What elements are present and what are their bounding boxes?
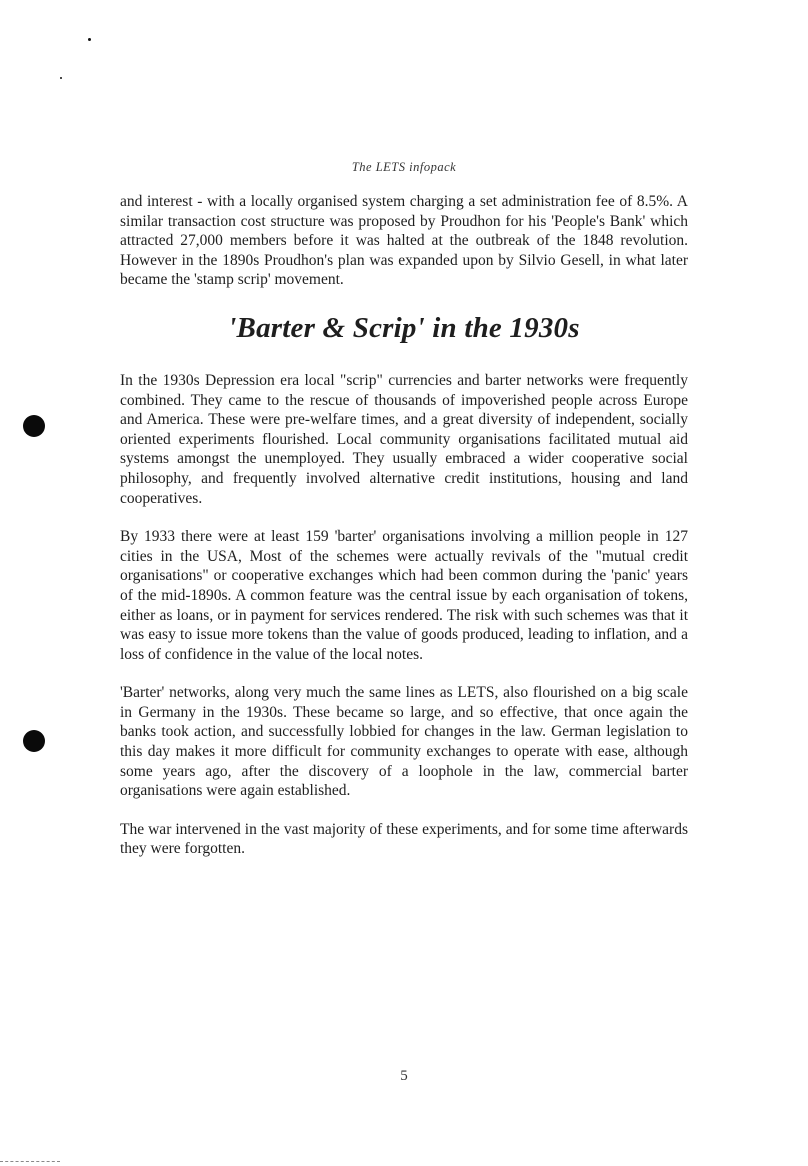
scan-speck (60, 77, 62, 79)
body-paragraph-3: 'Barter' networks, along very much the same lines as LETS, also flourished on a big scale in Germany in the 1930s. These became so large, and so effective, that once again the banks took action, and successfully lobbied for changes in the law. German legislation to this day makes it more difficult for community exchanges to operate with ease, although some years ago, after the discovery of a loophole in the law, commercial barter organisations were again established. (120, 684, 688, 800)
scan-edge-artifact (0, 1161, 60, 1166)
page-content (120, 192, 688, 859)
body-paragraph-4: The war intervened in the vast majority of these experiments, and for some time afterwards they were forgotten. (120, 820, 688, 858)
punch-hole-upper (23, 415, 45, 437)
section-heading: 'Barter & Scrip' in the 1930s (228, 311, 580, 344)
intro-paragraph: and interest - with a locally organised system charging a set administration fee of 8.5%. A similar transaction cost structure was proposed by Proudhon for his 'People's Bank' which attracted 27,000 members before it was halted at the outbreak of the 1848 revolution. However in the 1890s Proudhon's plan was expanded upon by Silvio Gesell, in what later became the 'stamp scrip' movement. (120, 193, 688, 289)
running-header: The LETS infopack (351, 160, 457, 174)
scan-speck (88, 38, 91, 41)
punch-hole-lower (23, 730, 45, 752)
body-paragraph-2: By 1933 there were at least 159 'barter' organisations involving a million people in 127 cities in the USA, Most of the schemes were actually revivals of the "mutual credit organisations" or cooperative exchanges which had been common during the 'panic' years of the mid-1890s. A common feature was the central issue by each organisation of tokens, either as loans, or in payment for services rendered. The risk with such schemes was that it was easy to issue more tokens than the value of goods produced, leading to inflation, and a loss of confidence in the value of the local notes. (120, 528, 688, 663)
page-number: 5 (400, 1068, 408, 1084)
body-paragraph-1: In the 1930s Depression era local "scrip" currencies and barter networks were frequently combined. They came to the rescue of thousands of impoverished people across Europe and America. These were pre-welfare times, and a great diversity of independent, socially oriented experiments flourished. Local community organisations facilitated mutual aid systems amongst the unemployed. They usually embraced a wider cooperative social philosophy, and frequently involved alternative credit institutions, housing and land cooperatives. (120, 371, 688, 507)
